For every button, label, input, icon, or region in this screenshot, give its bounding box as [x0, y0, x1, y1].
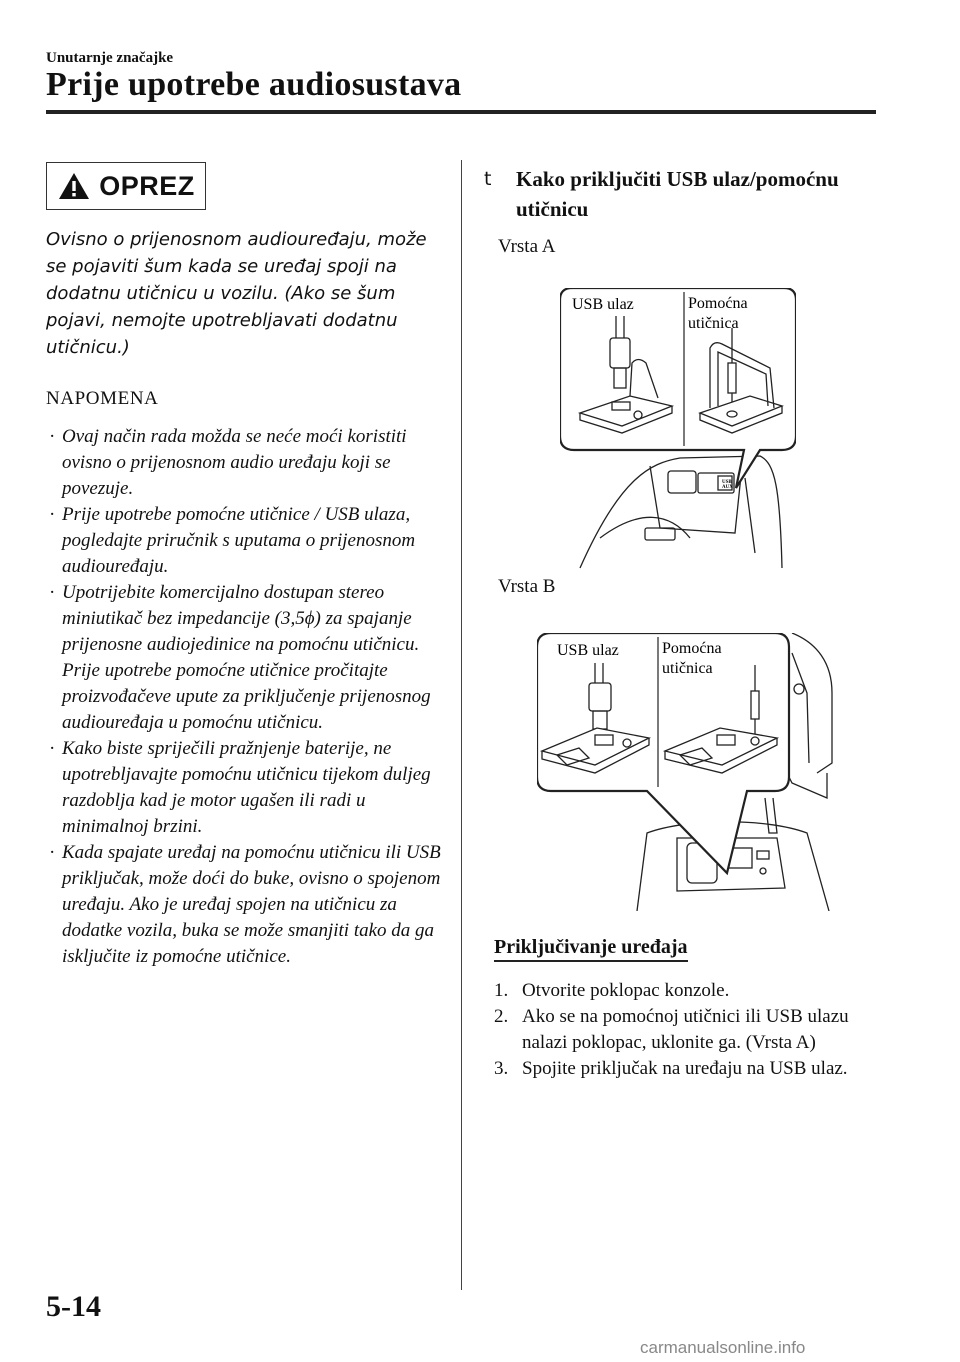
step-text: Otvorite poklopac konzole. [522, 980, 730, 1001]
figure-a-label: Vrsta A [498, 236, 556, 257]
section-name: Unutarnje značajke [46, 50, 174, 66]
note-item: · Kako biste spriječili pražnjenje baterije, ne upotrebljavajte pomoćnu utičnicu tijekom duljeg razdoblja kad je motor ugašen ili radi u minimalnoj brzini. [46, 736, 446, 840]
caution-box [46, 162, 206, 210]
caution-text: Ovisno o prijenosnom audiouređaju, može se pojaviti šum kada se uređaj spoji na dodatnu utičnicu u vozilu. (Ako se šum pojavi, nemojte upotrebljavati dodatnu utičnicu.) [46, 229, 427, 358]
note-item: · Prije upotrebe pomoćne utičnice / USB ulaza, pogledajte priručnik s uputama o prijenosnom audiouređaju. [46, 502, 446, 580]
step-number: 1. [494, 980, 509, 1001]
heading-marker: t [484, 168, 492, 190]
step-number: 2. [494, 1006, 509, 1027]
figure-b-usb-label: USB ulaz [557, 642, 619, 659]
panel-usb-text: USB [722, 480, 732, 485]
warning-icon [57, 171, 91, 201]
figure-type-b [537, 633, 837, 911]
panel-aux-text: AUX [722, 485, 733, 490]
caution-label: OPREZ [99, 170, 195, 201]
note-item: · Upotrijebite komercijalno dostupan stereo miniutikač bez impedancije (3,5ϕ) za spajanje prijenosne audiojedinice na pomoćnu utičnicu. Prije upotrebe pomoćne utičnice pročitajte proizvođačeve upute za priključenje prijenosnog audiouređaja u pomoćnu utičnicu. [46, 580, 446, 736]
column-divider [461, 160, 462, 1290]
figure-b-aux-label-1: Pomoćna [662, 640, 722, 657]
page-title: Prije upotrebe audiosustava [46, 66, 462, 103]
figure-type-a [560, 288, 796, 570]
step-item [494, 1056, 884, 1082]
how-to-heading-text: Kako priključiti USB ulaz/pomoćnu utičnicu [516, 167, 839, 221]
connecting-heading: Priključivanje uređaja [494, 936, 688, 962]
figure-b-aux-label-2: utičnica [662, 660, 713, 677]
note-item: · Kada spajate uređaj na pomoćnu utičnicu ili USB priključak, može doći do buke, ovisno o spojenom uređaju. Ako je uređaj spojen na utičnicu za dodatke vozila, buka se može smanjiti tako da ga isključite iz pomoćne utičnice. [46, 840, 446, 970]
title-rule [46, 110, 876, 114]
figure-a-aux-label-1: Pomoćna [688, 295, 748, 312]
note-list [46, 424, 446, 970]
watermark: carmanualsonline.info [640, 1338, 806, 1357]
figure-b-label: Vrsta B [498, 576, 556, 597]
how-to-heading [484, 164, 884, 224]
note-item: · Ovaj način rada možda se neće moći koristiti ovisno o prijenosnom audio uređaju koji se povezuje. [46, 424, 446, 502]
figure-a-usb-label: USB ulaz [572, 296, 634, 313]
note-heading: NAPOMENA [46, 388, 159, 409]
step-number: 3. [494, 1058, 509, 1079]
step-item [494, 978, 884, 1004]
step-text: Ako se na pomoćnoj utičnici ili USB ulazu nalazi poklopac, uklonite ga. (Vrsta A) [522, 1006, 849, 1053]
page-number: 5-14 [46, 1290, 101, 1323]
steps-list [494, 978, 884, 1082]
step-item [494, 1004, 884, 1056]
step-text: Spojite priključak na uređaju na USB ulaz. [522, 1058, 848, 1079]
figure-a-aux-label-2: utičnica [688, 315, 739, 332]
